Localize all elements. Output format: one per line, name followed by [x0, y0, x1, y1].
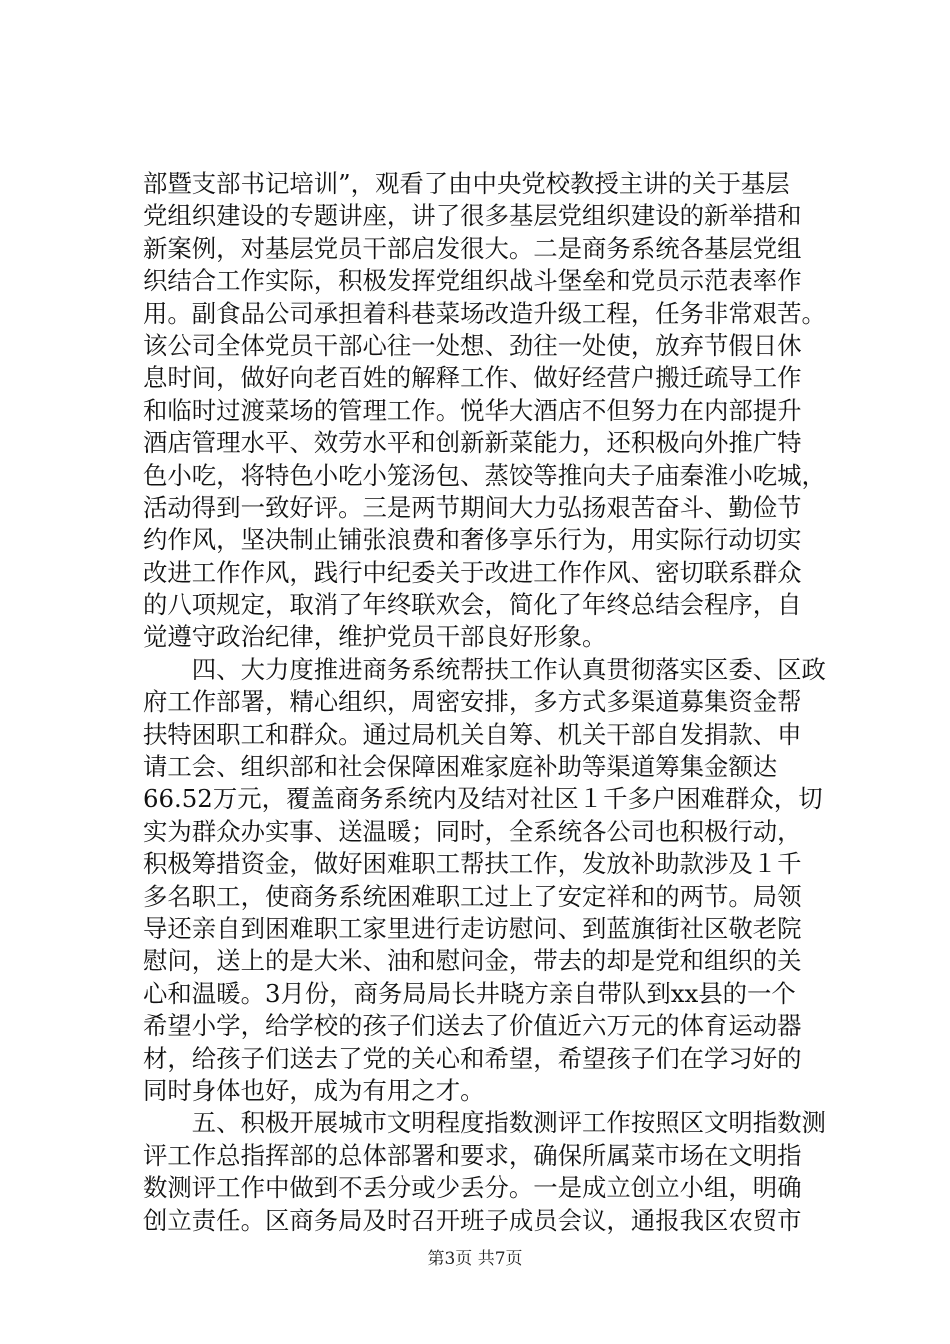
text-line: 请工会、组织部和社会保障困难家庭补助等渠道筹集金额达 [143, 752, 778, 782]
text-line: 织结合工作实际，积极发挥党组织战斗堡垒和党员示范表率作 [143, 266, 802, 296]
text-line: 色小吃，将特色小吃小笼汤包、蒸饺等推向夫子庙秦淮小吃城， [143, 460, 826, 490]
text-line: 活动得到一致好评。三是两节期间大力弘扬艰苦奋斗、勤俭节 [143, 492, 802, 522]
text-line: 慰问，送上的是大米、油和慰问金，带去的却是党和组织的关 [143, 946, 802, 976]
text-line: 的八项规定，取消了年终联欢会，简化了年终总结会程序，自 [143, 590, 802, 620]
text-line: 新案例，对基层党员干部启发很大。二是商务系统各基层党组 [143, 233, 802, 263]
text-line: 扶特困职工和群众。通过局机关自筹、机关干部自发捐款、申 [143, 719, 802, 749]
text-line: 改进工作作风，践行中纪委关于改进工作作风、密切联系群众 [143, 557, 802, 587]
text-line: 酒店管理水平、效劳水平和创新新菜能力，还积极向外推广特 [143, 428, 802, 458]
text-line: 实为群众办实事、送温暖；同时，全系统各公司也积极行动， [143, 816, 802, 846]
text-line: 数测评工作中做到不丢分或少丢分。一是成立创立小组，明确 [143, 1173, 802, 1203]
body-text [143, 168, 833, 1237]
text-line: 材，给孩子们送去了党的关心和希望，希望孩子们在学习好的 [143, 1043, 802, 1073]
text-line: 五、积极开展城市文明程度指数测评工作按照区文明指数测 [143, 1108, 826, 1138]
text-line: 希望小学，给学校的孩子们送去了价值近六万元的体育运动器 [143, 1011, 802, 1041]
text-line: 心和温暖。3月份，商务局局长井晓方亲自带队到xx县的一个 [143, 978, 796, 1008]
text-line: 部暨支部书记培训”，观看了由中央党校教授主讲的关于基层 [143, 169, 790, 198]
text-line: 66.52万元，覆盖商务系统内及结对社区１千多户困难群众，切 [143, 784, 823, 814]
text-line: 积极筹措资金，做好困难职工帮扶工作，发放补助款涉及１千 [143, 849, 802, 879]
text-line: 创立责任。区商务局及时召开班子成员会议，通报我区农贸市 [143, 1205, 802, 1235]
text-line: 评工作总指挥部的总体部署和要求，确保所属菜市场在文明指 [143, 1140, 802, 1170]
text-line: 同时身体也好，成为有用之才。 [143, 1075, 485, 1105]
text-line: 多名职工，使商务系统困难职工过上了安定祥和的两节。局领 [143, 881, 802, 911]
text-line: 导还亲自到困难职工家里进行走访慰问、到蓝旗街社区敬老院 [143, 913, 802, 943]
text-line: 党组织建设的专题讲座，讲了很多基层党组织建设的新举措和 [143, 201, 802, 231]
text-line: 息时间，做好向老百姓的解释工作、做好经营户搬迁疏导工作 [143, 363, 802, 393]
text-line: 四、大力度推进商务系统帮扶工作认真贯彻落实区委、区政 [143, 654, 826, 684]
text-line: 该公司全体党员干部心往一处想、劲往一处使，放弃节假日休 [143, 330, 802, 360]
text-line: 用。副食品公司承担着科巷菜场改造升级工程，任务非常艰苦。 [143, 298, 826, 328]
text-line: 觉遵守政治纪律，维护党员干部良好形象。 [143, 622, 607, 652]
text-line: 约作风，坚决制止铺张浪费和奢侈享乐行为，用实际行动切实 [143, 525, 802, 555]
text-line: 和临时过渡菜场的管理工作。悦华大酒店不但努力在内部提升 [143, 395, 802, 425]
page-footer: 第3页 共7页 [427, 1249, 523, 1269]
text-line: 府工作部署，精心组织，周密安排，多方式多渠道募集资金帮 [143, 687, 802, 717]
